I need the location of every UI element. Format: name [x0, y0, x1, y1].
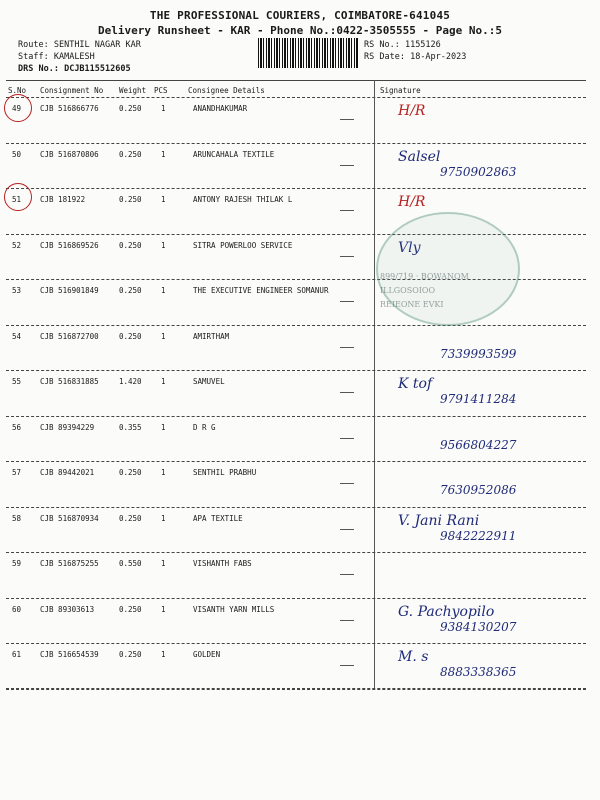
- row-consignment-number: CJB 516870934: [40, 513, 99, 523]
- row-signature-phone: 7339993599: [440, 346, 517, 361]
- stamp-text-line: 899/719 · BOWANOM: [380, 272, 469, 281]
- row-signature: K tof: [398, 376, 433, 392]
- staff-line: [18, 52, 95, 62]
- row-weight: 0.355: [119, 422, 142, 432]
- row-tick-mark: [340, 210, 354, 211]
- barcode-image: [258, 38, 358, 68]
- row-weight: 0.250: [119, 650, 142, 659]
- row-tick-mark: [340, 119, 354, 120]
- rs-no-line: [364, 40, 441, 50]
- row-consignee-name: ANANDHAKUMAR: [193, 104, 248, 113]
- document-title: THE PROFESSIONAL COURIERS, COIMBATORE-641045: [149, 9, 451, 22]
- row-divider: [6, 143, 586, 144]
- col-header-weight: Weight: [119, 86, 147, 95]
- staff-value: KAMALESH: [53, 52, 95, 62]
- col-header-consignment: Consignment No: [40, 86, 104, 95]
- row-weight: 0.250: [119, 513, 142, 523]
- row-tick-mark: [340, 438, 354, 439]
- row-weight: 1.420: [119, 377, 142, 386]
- row-tick-mark: [340, 256, 354, 257]
- row-pieces: 1: [161, 240, 166, 250]
- col-header-sno: S.No: [8, 86, 27, 95]
- row-pieces: 1: [161, 604, 166, 614]
- row-signature-phone: 9750902863: [440, 164, 517, 179]
- route-value: SENTHIL NAGAR KAR: [53, 40, 141, 50]
- row-consignment-number: CJB 89394229: [40, 422, 95, 432]
- row-consignee-name: THE EXECUTIVE ENGINEER SOMANUR: [193, 286, 329, 295]
- row-serial-number: 58: [12, 513, 22, 523]
- row-consignment-number: CJB 516872700: [40, 331, 99, 341]
- row-pieces: 1: [161, 468, 166, 477]
- row-weight: 0.250: [119, 286, 142, 295]
- row-pieces: 1: [161, 104, 166, 113]
- row-divider: [6, 461, 586, 462]
- row-consignment-number: CJB 181922: [40, 195, 86, 204]
- row-tick-mark: [340, 574, 354, 575]
- row-weight: 0.550: [119, 559, 142, 568]
- row-divider: [6, 370, 586, 371]
- route-label: Route:: [18, 40, 49, 50]
- row-divider: [6, 598, 586, 599]
- row-consignee-name: SITRA POWERLOO SERVICE: [193, 240, 293, 250]
- row-tick-mark: [340, 529, 354, 530]
- row-pieces: 1: [161, 195, 166, 204]
- table-top-rule: [6, 80, 586, 81]
- row-consignment-number: CJB 89442021: [40, 468, 95, 477]
- row-weight: 0.250: [119, 240, 142, 250]
- row-serial-number: 50: [12, 149, 22, 159]
- row-signature: Salsel: [398, 148, 441, 165]
- row-consignee-name: ANTONY RAJESH THILAK L: [193, 195, 293, 204]
- row-tick-mark: [340, 165, 354, 166]
- drs-value: DCJB115512605: [64, 64, 131, 74]
- row-signature: V. Jani Rani: [398, 512, 480, 529]
- row-consignee-name: VISHANTH FABS: [193, 559, 252, 568]
- row-weight: 0.250: [119, 468, 142, 477]
- row-tick-mark: [340, 347, 354, 348]
- row-divider: [6, 416, 586, 417]
- row-serial-number: 53: [12, 286, 22, 295]
- row-consignment-number: CJB 516870806: [40, 149, 99, 159]
- row-tick-mark: [340, 301, 354, 302]
- row-consignment-number: CJB 89303613: [40, 604, 95, 614]
- col-header-pcs: PCS: [154, 86, 168, 95]
- row-serial-number: 61: [12, 650, 22, 659]
- row-signature: M. s: [398, 649, 429, 665]
- rs-no-value: 1155126: [404, 40, 441, 50]
- row-pieces: 1: [161, 422, 166, 432]
- document-subtitle: Delivery Runsheet - KAR - Phone No.:0422-3505555 - Page No.:5: [98, 24, 502, 37]
- rs-date-value: 18-Apr-2023: [410, 52, 467, 62]
- row-serial-number: 54: [12, 331, 22, 341]
- drs-line: [18, 64, 131, 74]
- row-consignee-name: D R G: [193, 422, 216, 432]
- row-pieces: 1: [161, 559, 166, 568]
- row-consignment-number: CJB 516654539: [40, 650, 99, 659]
- row-consignment-number: CJB 516831885: [40, 377, 99, 386]
- row-pieces: 1: [161, 377, 166, 386]
- row-pieces: 1: [161, 286, 166, 295]
- row-serial-number: 49: [12, 104, 22, 113]
- row-weight: 0.250: [119, 104, 142, 113]
- row-divider: [6, 507, 586, 508]
- row-signature: H/R: [398, 194, 426, 210]
- row-divider: [6, 325, 586, 326]
- row-serial-number: 60: [12, 604, 22, 614]
- row-weight: 0.250: [119, 331, 142, 341]
- row-signature: G. Pachyopilo: [398, 603, 495, 620]
- row-serial-number: 57: [12, 468, 22, 477]
- row-serial-number: 55: [12, 377, 22, 386]
- row-pieces: 1: [161, 331, 166, 341]
- row-consignment-number: CJB 516875255: [40, 559, 99, 568]
- col-header-consignee: Consignee Details: [188, 86, 265, 95]
- row-signature-phone: 9791411284: [440, 392, 517, 406]
- row-weight: 0.250: [119, 195, 142, 204]
- row-serial-number: 59: [12, 559, 22, 568]
- row-divider: [6, 689, 586, 690]
- row-consignee-name: SENTHIL PRABHU: [193, 468, 257, 477]
- row-signature-phone: 9384130207: [440, 619, 517, 634]
- stamp-text-line: REIEONE EVKI: [380, 300, 444, 309]
- row-serial-number: 51: [12, 195, 22, 204]
- route-line: [18, 40, 141, 50]
- red-circle-mark: [4, 183, 32, 211]
- row-serial-number: 52: [12, 240, 22, 250]
- rs-date-label: RS Date:: [364, 52, 405, 62]
- row-consignee-name: AMIRTHAM: [193, 331, 230, 341]
- row-weight: 0.250: [119, 149, 142, 159]
- row-divider: [6, 643, 586, 644]
- row-divider: [6, 188, 586, 189]
- row-signature-phone: 7630952086: [440, 483, 517, 497]
- row-signature: H/R: [398, 103, 426, 119]
- row-tick-mark: [340, 392, 354, 393]
- drs-label: DRS No.:: [18, 64, 59, 74]
- row-consignee-name: APA TEXTILE: [193, 513, 243, 523]
- row-signature: Vly: [398, 239, 421, 256]
- row-tick-mark: [340, 665, 354, 666]
- col-header-signature: Signature: [380, 86, 421, 95]
- row-consignee-name: SAMUVEL: [193, 377, 225, 386]
- row-pieces: 1: [161, 513, 166, 523]
- row-consignee-name: VISANTH YARN MILLS: [193, 604, 275, 614]
- red-circle-mark: [4, 94, 32, 122]
- table-header-rule: [6, 97, 586, 98]
- rs-date-line: [364, 52, 466, 62]
- rs-no-label: RS No.:: [364, 40, 400, 50]
- row-tick-mark: [340, 620, 354, 621]
- stamp-text-line: ILLGOSOIOO: [380, 286, 436, 295]
- row-consignment-number: CJB 516901849: [40, 286, 99, 295]
- row-pieces: 1: [161, 149, 166, 159]
- row-signature-phone: 9842222911: [440, 528, 517, 543]
- row-serial-number: 56: [12, 422, 22, 432]
- row-consignment-number: CJB 516866776: [40, 104, 99, 113]
- row-tick-mark: [340, 483, 354, 484]
- row-weight: 0.250: [119, 604, 142, 614]
- staff-label: Staff:: [18, 52, 49, 62]
- row-consignee-name: GOLDEN: [193, 650, 221, 659]
- row-divider: [6, 552, 586, 553]
- row-consignee-name: ARUNCAHALA TEXTILE: [193, 149, 275, 159]
- row-consignment-number: CJB 516869526: [40, 240, 99, 250]
- row-pieces: 1: [161, 650, 166, 659]
- row-signature-phone: 9566804227: [440, 437, 517, 452]
- row-signature-phone: 8883338365: [440, 665, 517, 679]
